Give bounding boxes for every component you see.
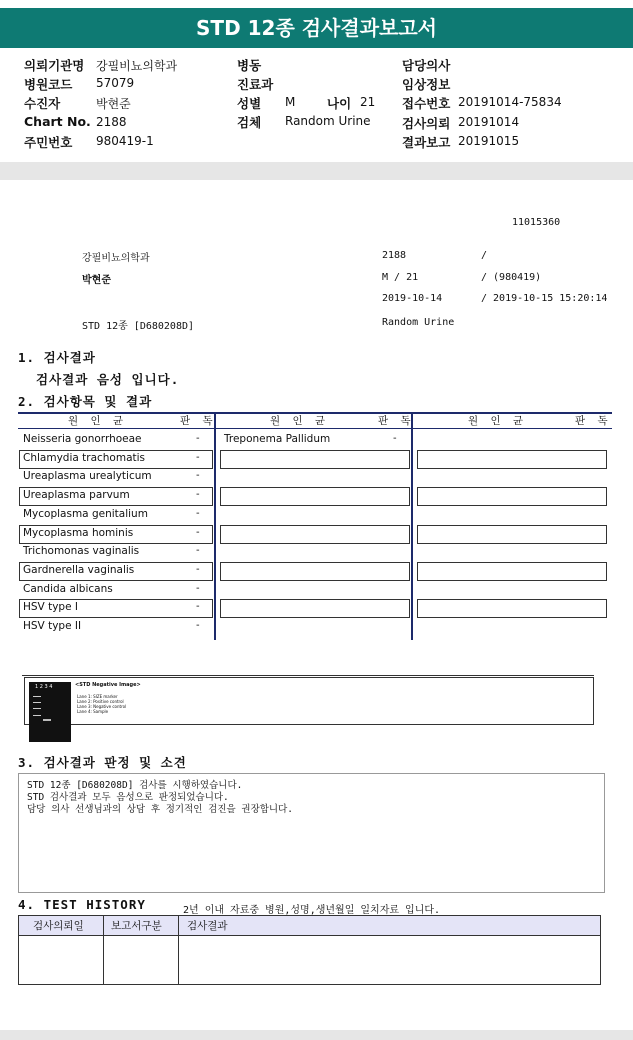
col1-org-header: 원 인 균 bbox=[68, 415, 127, 427]
rrn-label: 주민번호 bbox=[24, 135, 73, 150]
report-title: STD 12종 검사결과보고서 bbox=[0, 8, 633, 48]
empty-result-box bbox=[220, 599, 410, 618]
organism-result: - bbox=[196, 545, 200, 557]
reception-label: 접수번호 bbox=[402, 96, 451, 111]
col1-judge-header: 판 독 bbox=[180, 415, 216, 427]
doc-number: 11015360 bbox=[512, 217, 561, 228]
history-divider bbox=[178, 916, 179, 984]
comment-box bbox=[18, 773, 605, 893]
specimen-label: 검체 bbox=[237, 115, 262, 130]
request-label: 검사의뢰 bbox=[402, 116, 451, 131]
clinical-info-label: 임상정보 bbox=[402, 77, 451, 92]
history-col-report-type: 보고서구분 bbox=[111, 920, 162, 932]
col3-judge-header: 판 독 bbox=[575, 415, 611, 427]
empty-result-box bbox=[417, 487, 607, 506]
empty-result-box bbox=[220, 487, 410, 506]
col2-judge-header: 판 독 bbox=[378, 415, 414, 427]
sex-label: 성별 bbox=[237, 96, 262, 111]
organism-name: Neisseria gonorrhoeae bbox=[23, 433, 142, 445]
received-date: 2019-10-14 bbox=[382, 293, 443, 304]
gel-top-rule bbox=[22, 675, 594, 676]
comment-line: STD 12종 [D680208D] 검사를 시행하였습니다. bbox=[27, 780, 243, 791]
empty-result-box bbox=[417, 450, 607, 469]
section-1-title: 1. 검사결과 bbox=[18, 350, 96, 365]
organism-result: - bbox=[196, 563, 200, 575]
col-divider-1 bbox=[214, 412, 216, 640]
sex-age: M / 21 bbox=[382, 272, 419, 283]
gel-image-frame bbox=[24, 677, 594, 725]
gel-caption-lane1: Lane 1: SIZE marker bbox=[77, 694, 118, 699]
col-divider-2 bbox=[411, 412, 413, 640]
patient-label: 수진자 bbox=[24, 96, 61, 111]
patient-header bbox=[0, 50, 633, 162]
organism-name: Ureaplasma parvum bbox=[23, 489, 130, 502]
organism-name: HSV type I bbox=[23, 601, 78, 614]
doctor-label: 담당의사 bbox=[402, 58, 451, 73]
col2-org-header: 원 인 균 bbox=[270, 415, 329, 427]
institution-label: 의뢰기관명 bbox=[24, 58, 85, 73]
report-page bbox=[0, 180, 633, 1030]
organism-name: Chlamydia trachomatis bbox=[23, 451, 146, 464]
chart-number: 2188 bbox=[382, 250, 407, 261]
result-summary: 검사결과 음성 입니다. bbox=[36, 372, 180, 387]
patient-value: 박현준 bbox=[96, 97, 131, 111]
gel-band bbox=[33, 702, 41, 703]
age-label: 나이 bbox=[327, 96, 352, 111]
comment-line: 담당 의사 선생님과의 상담 후 정기적인 검진을 권장합니다. bbox=[27, 804, 294, 815]
gel-electrophoresis-image bbox=[29, 682, 71, 742]
separator-bottom bbox=[0, 1030, 633, 1040]
history-divider bbox=[103, 916, 104, 984]
patient-name: 박현준 bbox=[82, 275, 111, 286]
birth-date: / (980419) bbox=[481, 272, 542, 283]
separator bbox=[0, 162, 633, 180]
empty-result-box bbox=[220, 525, 410, 544]
organism-result: - bbox=[196, 526, 200, 538]
test-code: STD 12종 [D680208D] bbox=[82, 321, 195, 332]
section-4-title: 4. TEST HISTORY bbox=[18, 897, 146, 912]
history-table bbox=[18, 915, 601, 985]
ward-label: 병동 bbox=[237, 58, 262, 73]
history-col-result: 검사결과 bbox=[187, 920, 228, 932]
organism-result: - bbox=[196, 620, 200, 631]
gel-band bbox=[33, 708, 41, 709]
organism-result: - bbox=[393, 433, 397, 444]
organism-name: Treponema Pallidum bbox=[224, 433, 331, 445]
report-date-label: 결과보고 bbox=[402, 135, 451, 150]
section-2-title: 2. 검사항목 및 결과 bbox=[18, 394, 153, 409]
organism-result: - bbox=[196, 601, 200, 613]
organism-result: - bbox=[196, 451, 200, 463]
chart-no-label: Chart No. bbox=[24, 114, 91, 129]
rrn-value: 980419-1 bbox=[96, 134, 154, 148]
gel-caption-lane4: Lane 4: Sample bbox=[77, 709, 109, 714]
organism-name: Trichomonas vaginalis bbox=[23, 545, 140, 558]
chart-no-value: 2188 bbox=[96, 115, 127, 129]
age-value: 21 bbox=[360, 95, 376, 109]
request-value: 20191014 bbox=[458, 115, 520, 129]
dept-label: 진료과 bbox=[237, 77, 274, 92]
empty-result-box bbox=[417, 562, 607, 581]
history-col-request-date: 검사의뢰일 bbox=[33, 920, 84, 932]
comment-line: STD 검사결과 모두 음성으로 판정되었습니다. bbox=[27, 792, 229, 803]
empty-result-box bbox=[417, 525, 607, 544]
empty-result-box bbox=[417, 599, 607, 618]
empty-result-box bbox=[220, 450, 410, 469]
reported-datetime: / 2019-10-15 15:20:14 bbox=[481, 293, 608, 304]
gel-caption-title: <STD Negative Image> bbox=[75, 682, 141, 688]
gel-band bbox=[43, 719, 51, 721]
gel-lane-numbers: 1 2 3 4 bbox=[35, 684, 53, 690]
section-3-title: 3. 검사결과 판정 및 소견 bbox=[18, 755, 187, 770]
gel-band bbox=[33, 715, 41, 716]
organism-result: - bbox=[196, 489, 200, 501]
organism-name: Ureaplasma urealyticum bbox=[23, 470, 152, 483]
specimen-value: Random Urine bbox=[285, 114, 371, 128]
hospital-code-value: 57079 bbox=[96, 76, 135, 90]
institution-value: 강필비뇨의학과 bbox=[96, 59, 178, 73]
history-header bbox=[19, 916, 600, 936]
specimen-type: Random Urine bbox=[382, 317, 455, 328]
organism-result: - bbox=[196, 582, 200, 594]
gel-band bbox=[33, 696, 41, 697]
gel-caption-lane3: Lane 3: Negative control bbox=[77, 704, 127, 709]
organism-result: - bbox=[196, 433, 200, 444]
empty-result-box bbox=[220, 562, 410, 581]
organism-name: Candida albicans bbox=[23, 582, 113, 595]
reception-value: 20191014-75834 bbox=[458, 95, 562, 109]
organism-name: Mycoplasma genitalium bbox=[23, 507, 148, 520]
organism-name: Mycoplasma hominis bbox=[23, 526, 134, 539]
slash: / bbox=[481, 250, 488, 261]
history-note: 2년 이내 자료중 병원,성명,생년월일 일치자료 입니다. bbox=[183, 905, 441, 916]
organism-result: - bbox=[196, 470, 200, 482]
hospital-code-label: 병원코드 bbox=[24, 77, 73, 92]
col3-org-header: 원 인 균 bbox=[468, 415, 527, 427]
sex-value: M bbox=[285, 95, 296, 109]
clinic-name: 강필비뇨의학과 bbox=[82, 253, 150, 264]
gel-caption-lane2: Lane 2: Positive control bbox=[77, 699, 124, 704]
organism-result: - bbox=[196, 507, 200, 519]
organism-name: HSV type II bbox=[23, 620, 82, 632]
organism-name: Gardnerella vaginalis bbox=[23, 563, 135, 576]
table-header-rule bbox=[18, 428, 612, 429]
report-date-value: 20191015 bbox=[458, 134, 520, 148]
